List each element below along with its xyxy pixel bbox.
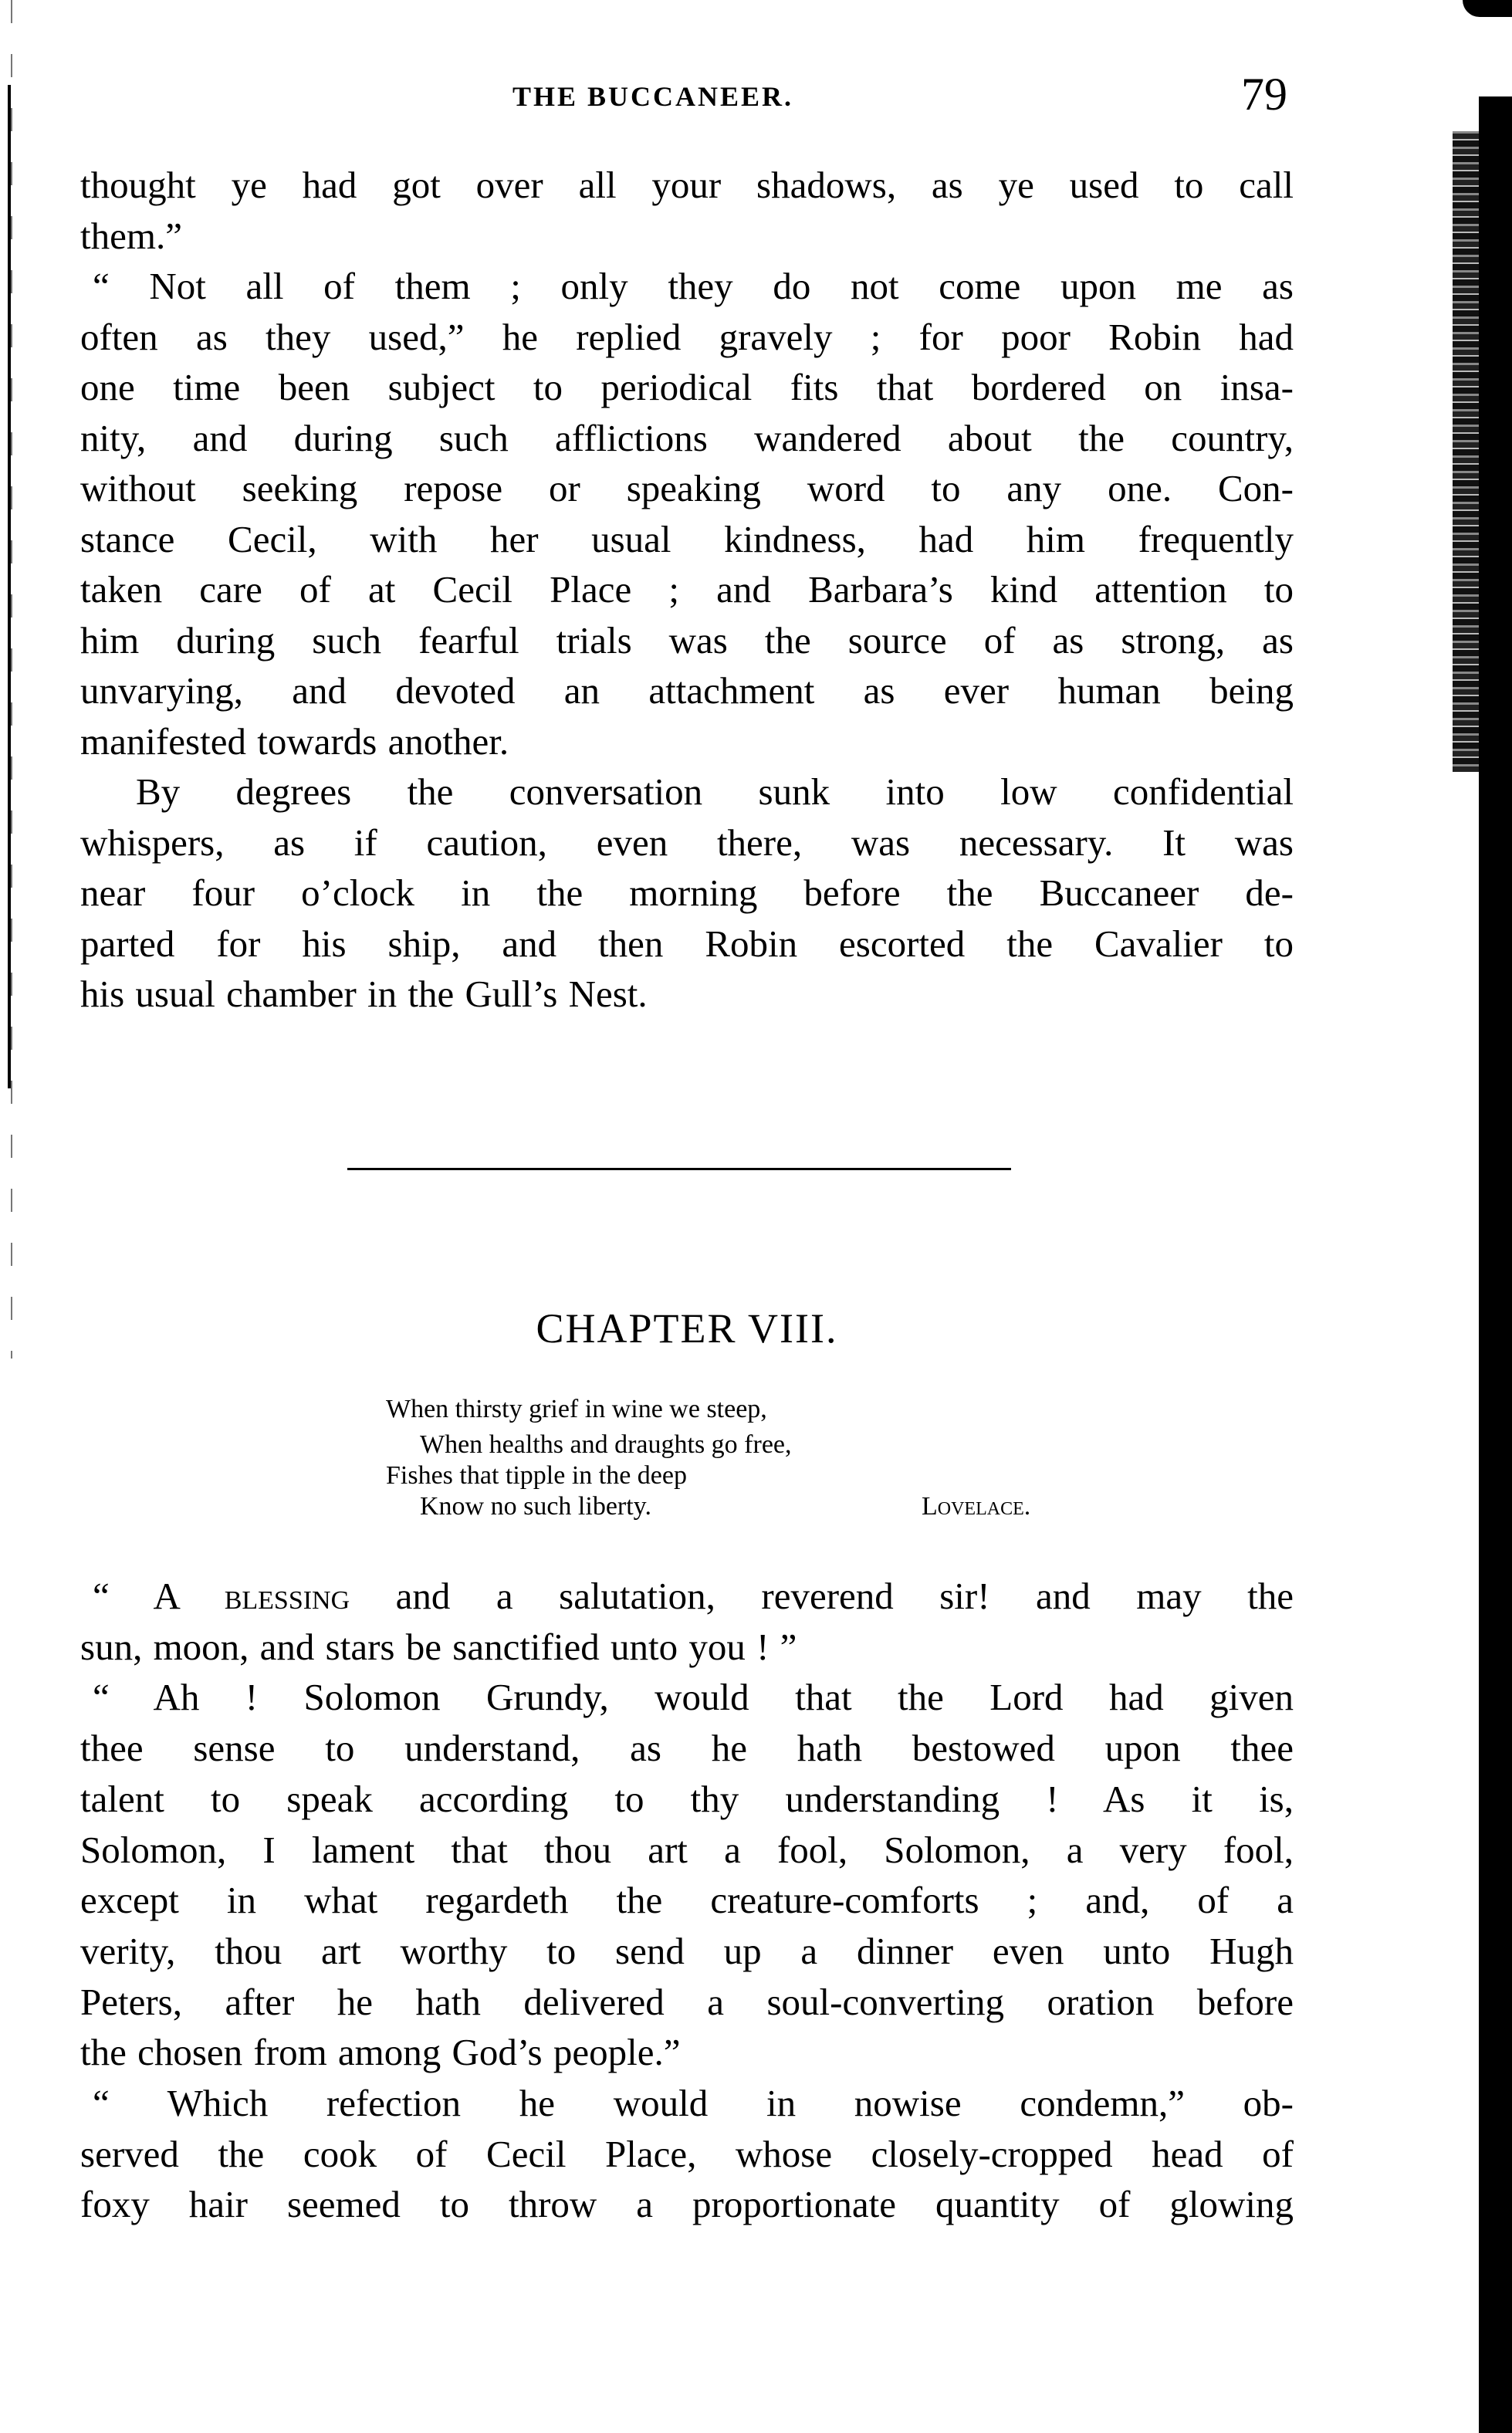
text-line: parted for his ship, and then Robin escorted the Cavalier to <box>80 922 1294 965</box>
scan-edge-corner <box>1463 0 1512 17</box>
text-line: often as they used,” he replied gravely ; for poor Robin had <box>80 316 1294 358</box>
text-line: Solomon, I lament that thou art a fool, Solomon, a very fool, <box>80 1829 1294 1871</box>
text-line: “ Ah ! Solomon Grundy, would that the Lord had given <box>93 1676 1294 1718</box>
book-spine-texture <box>1453 131 1480 772</box>
epigraph-attribution: Lovelace. <box>922 1492 1031 1521</box>
page-number: 79 <box>1241 69 1287 120</box>
text-line: manifested towards another. <box>80 720 509 763</box>
text-line: sun, moon, and stars be sanctified unto you ! ” <box>80 1626 797 1668</box>
chapter-title: CHAPTER VIII. <box>536 1305 838 1352</box>
text-line: thought ye had got over all your shadows, as ye used to call <box>80 164 1294 206</box>
text-line: talent to speak according to thy understanding ! As it is, <box>80 1778 1294 1820</box>
page-edge-line <box>8 85 11 1088</box>
small-caps-word: blessing <box>224 1575 350 1617</box>
epigraph-line: When healths and draughts go free, <box>420 1430 792 1459</box>
text-line: nity, and during such afflictions wandered about the country, <box>80 417 1294 459</box>
text-line: his usual chamber in the Gull’s Nest. <box>80 973 648 1015</box>
epigraph-line: When thirsty grief in wine we steep, <box>386 1395 767 1423</box>
text-line: “ Which refection he would in nowise condemn,” ob- <box>93 2082 1294 2124</box>
page-edge-mark <box>11 0 12 1359</box>
text-line: stance Cecil, with her usual kindness, had him frequently <box>80 518 1294 560</box>
text-line: “ A blessing and a salutation, reverend sir! and may the <box>93 1575 1294 1617</box>
text-line: unvarying, and devoted an attachment as ever human being <box>80 669 1294 712</box>
text-line: whispers, as if caution, even there, was necessary. It was <box>80 821 1294 864</box>
text-line: one time been subject to periodical fits that bordered on insa- <box>80 366 1294 408</box>
text-line: served the cook of Cecil Place, whose closely-cropped head of <box>80 2133 1294 2175</box>
text-line: “ Not all of them ; only they do not come upon me as <box>93 265 1294 307</box>
epigraph-line: Know no such liberty. <box>420 1492 651 1521</box>
text-line: taken care of at Cecil Place ; and Barbara’s kind attention to <box>80 568 1294 611</box>
text-line: the chosen from among God’s people.” <box>80 2031 681 2073</box>
text-line: them.” <box>80 215 182 257</box>
text-line: foxy hair seemed to throw a proportionate quantity of glowing <box>80 2183 1294 2225</box>
running-title: THE BUCCANEER. <box>512 81 794 112</box>
text-line: near four o’clock in the morning before the Buccaneer de- <box>80 871 1294 914</box>
text-line: except in what regardeth the creature-comforts ; and, of a <box>80 1879 1294 1921</box>
text-line: without seeking repose or speaking word to any one. Con- <box>80 467 1294 509</box>
book-spine-edge <box>1479 96 1512 2433</box>
text-line: By degrees the conversation sunk into low confidential <box>136 770 1294 813</box>
text-line: thee sense to understand, as he hath bestowed upon thee <box>80 1727 1294 1769</box>
text-line: him during such fearful trials was the source of as strong, as <box>80 619 1294 662</box>
epigraph-line: Fishes that tipple in the deep <box>386 1461 687 1490</box>
text-line: verity, thou art worthy to send up a dinner even unto Hugh <box>80 1930 1294 1972</box>
section-divider <box>347 1168 1011 1170</box>
text-line: Peters, after he hath delivered a soul-converting oration before <box>80 1981 1294 2023</box>
